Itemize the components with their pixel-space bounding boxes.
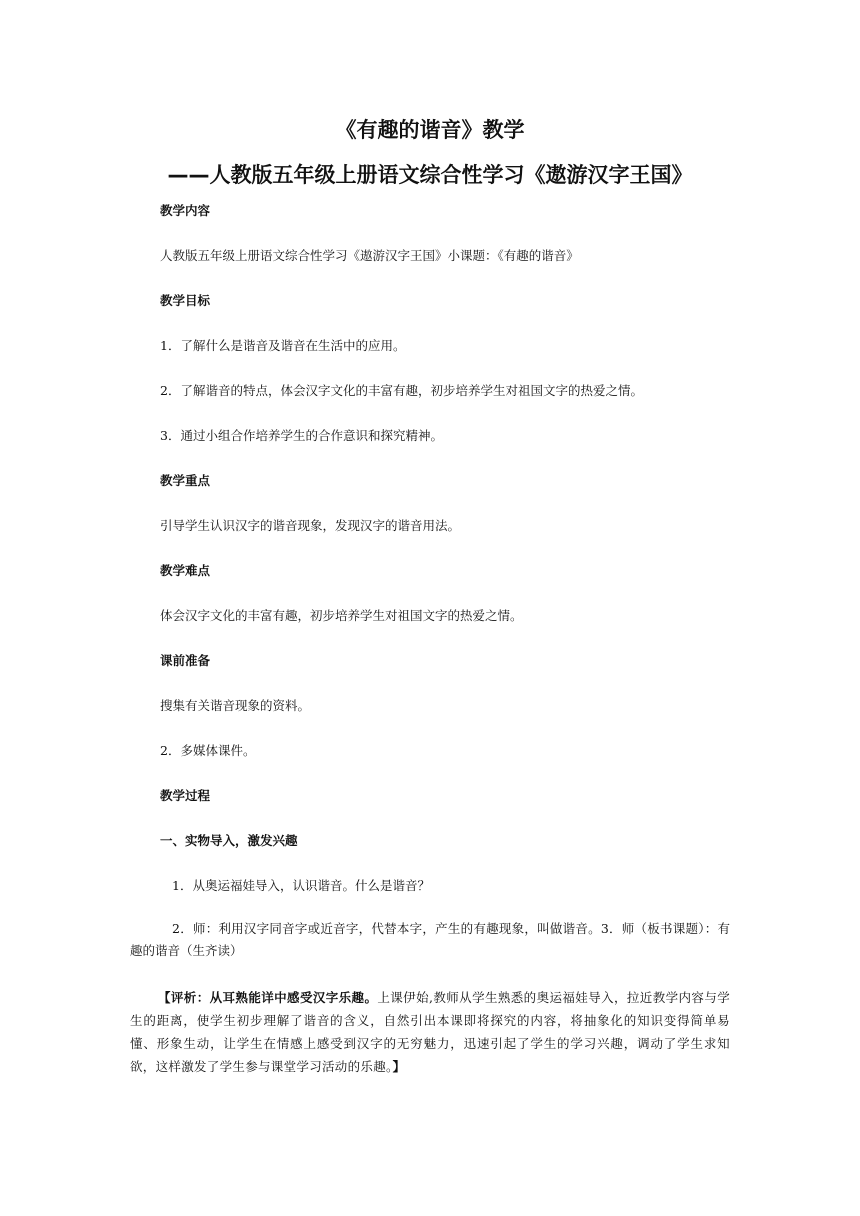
heading-teaching-content: 教学内容 <box>160 203 211 218</box>
goal-item-2: 2．了解谐音的特点，体会汉字文化的丰富有趣，初步培养学生对祖国文字的热爱之情。 <box>160 383 643 398</box>
teaching-content-text: 人教版五年级上册语文综合性学习《遨游汉字王国》小课题：《有趣的谐音》 <box>160 248 579 263</box>
prep-item-1: 搜集有关谐音现象的资料。 <box>160 698 311 713</box>
remark-close: 】 <box>392 1059 406 1074</box>
heading-preparation: 课前准备 <box>160 653 211 668</box>
heading-teaching-process: 教学过程 <box>160 788 211 803</box>
heading-difficulties: 教学难点 <box>160 563 211 578</box>
prep-item-2: 2．多媒体课件。 <box>160 743 256 758</box>
remark-paragraph <box>130 986 730 1078</box>
difficulties-text: 体会汉字文化的丰富有趣，初步培养学生对祖国文字的热爱之情。 <box>160 608 523 623</box>
document-title: 《有趣的谐音》教学 <box>335 118 525 142</box>
goal-item-3: 3．通过小组合作培养学生的合作意识和探究精神。 <box>160 428 443 443</box>
remark-body: 上课伊始,教师从学生熟悉的奥运福娃导入，拉近教学内容与学生的距离，使学生初步理解了谐音的含义，自然引出本课即将探究的内容，将抽象化的知识变得简单易懂、形象生动，让学生在情感上感受到汉字的无穷魅力，迅速引起了学生的学习兴趣，调动了学生求知欲，这样激发了学生参与课堂学习活动的乐趣。 <box>130 990 731 1074</box>
remark-open: 【评析： <box>158 990 210 1005</box>
heading-teaching-goals: 教学目标 <box>160 293 211 308</box>
key-points-text: 引导学生认识汉字的谐音现象，发现汉字的谐音用法。 <box>160 518 461 533</box>
process-step-2: 2．师：利用汉字同音字或近音字，代替本字，产生的有趣现象，叫做谐音。3．师（板书课题）：有趣的谐音（生齐读） <box>130 921 730 958</box>
heading-key-points: 教学重点 <box>160 473 211 488</box>
goal-item-1: 1．了解什么是谐音及谐音在生活中的应用。 <box>160 338 406 353</box>
section-1-heading: 一、实物导入，激发兴趣 <box>160 833 298 848</box>
remark-bold-lead: 从耳熟能详中感受汉字乐趣。 <box>209 990 378 1005</box>
document-subtitle: ——人教版五年级上册语文综合性学习《遨游汉字王国》 <box>167 163 693 187</box>
process-step-1: 1．从奥运福娃导入，认识谐音。什么是谐音？ <box>172 878 430 893</box>
